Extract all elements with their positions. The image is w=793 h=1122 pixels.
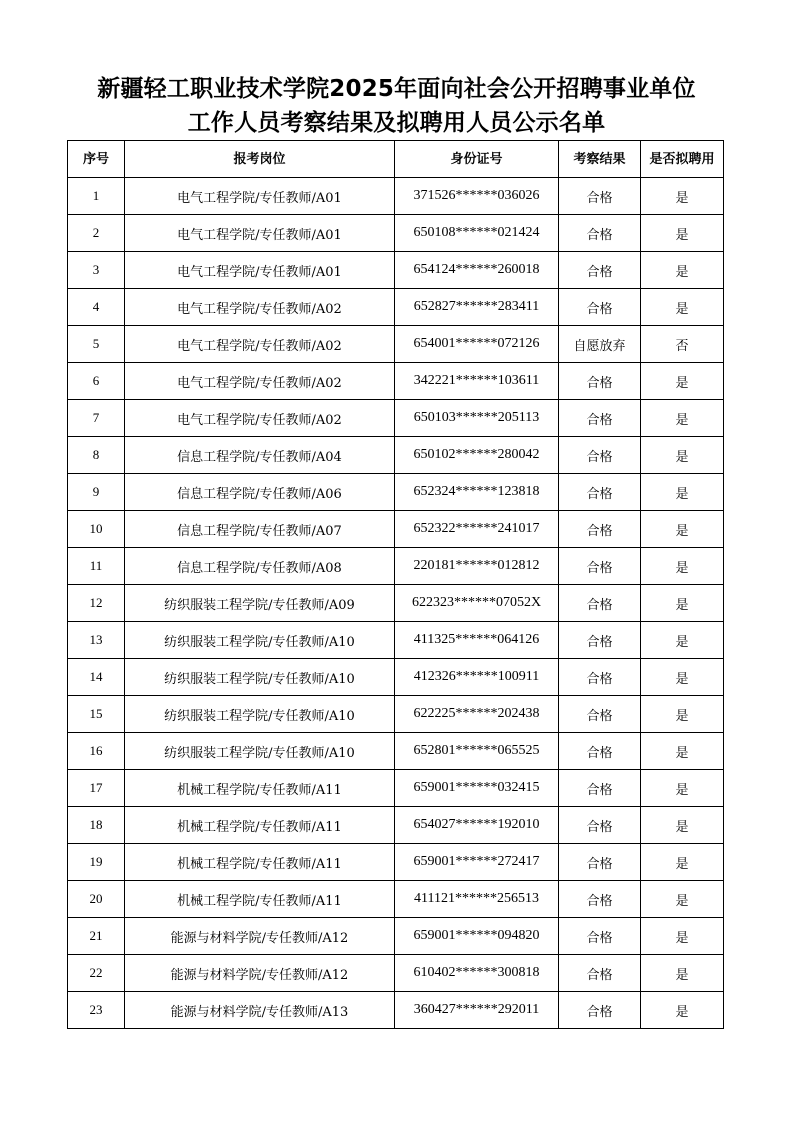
table-row [68, 400, 724, 437]
cell-result: 合格 [559, 844, 641, 881]
cell-post: 电气工程学院/专任教师/A02 [125, 326, 395, 363]
cell-hire: 是 [641, 622, 724, 659]
cell-hire: 是 [641, 363, 724, 400]
cell-result: 合格 [559, 585, 641, 622]
cell-seq: 17 [68, 770, 125, 807]
cell-post: 信息工程学院/专任教师/A04 [125, 437, 395, 474]
cell-id-number: 650108******021424 [395, 215, 559, 252]
cell-post: 纺织服装工程学院/专任教师/A09 [125, 585, 395, 622]
cell-seq: 14 [68, 659, 125, 696]
cell-post: 机械工程学院/专任教师/A11 [125, 844, 395, 881]
cell-hire: 是 [641, 659, 724, 696]
cell-result: 合格 [559, 992, 641, 1029]
cell-hire: 是 [641, 696, 724, 733]
cell-id-number: 652324******123818 [395, 474, 559, 511]
cell-result: 合格 [559, 178, 641, 215]
cell-post: 信息工程学院/专任教师/A06 [125, 474, 395, 511]
cell-hire: 是 [641, 511, 724, 548]
table-row [68, 289, 724, 326]
cell-id-number: 650103******205113 [395, 400, 559, 437]
cell-post: 纺织服装工程学院/专任教师/A10 [125, 696, 395, 733]
table-header [68, 141, 724, 178]
cell-id-number: 659001******094820 [395, 918, 559, 955]
cell-hire: 是 [641, 585, 724, 622]
table-row [68, 955, 724, 992]
cell-seq: 4 [68, 289, 125, 326]
table-row [68, 992, 724, 1029]
cell-post: 纺织服装工程学院/专任教师/A10 [125, 733, 395, 770]
cell-hire: 是 [641, 178, 724, 215]
page-title-line-2: 工作人员考察结果及拟聘用人员公示名单 [187, 110, 606, 136]
cell-seq: 9 [68, 474, 125, 511]
table-row [68, 437, 724, 474]
cell-id-number: 360427******292011 [395, 992, 559, 1029]
cell-hire: 是 [641, 400, 724, 437]
cell-seq: 8 [68, 437, 125, 474]
table-row [68, 733, 724, 770]
cell-post: 信息工程学院/专任教师/A08 [125, 548, 395, 585]
cell-seq: 18 [68, 807, 125, 844]
cell-hire: 是 [641, 474, 724, 511]
table-body [68, 178, 724, 1029]
cell-post: 能源与材料学院/专任教师/A12 [125, 918, 395, 955]
cell-id-number: 650102******280042 [395, 437, 559, 474]
cell-seq: 20 [68, 881, 125, 918]
cell-seq: 7 [68, 400, 125, 437]
cell-hire: 是 [641, 955, 724, 992]
cell-result: 合格 [559, 622, 641, 659]
candidate-table [67, 140, 724, 1029]
cell-id-number: 622323******07052X [395, 585, 559, 622]
cell-seq: 2 [68, 215, 125, 252]
cell-id-number: 412326******100911 [395, 659, 559, 696]
table-row [68, 363, 724, 400]
cell-id-number: 411121******256513 [395, 881, 559, 918]
cell-seq: 13 [68, 622, 125, 659]
cell-result: 自愿放弃 [559, 326, 641, 363]
table-row [68, 659, 724, 696]
cell-result: 合格 [559, 363, 641, 400]
cell-post: 电气工程学院/专任教师/A02 [125, 363, 395, 400]
cell-seq: 23 [68, 992, 125, 1029]
cell-seq: 19 [68, 844, 125, 881]
cell-post: 电气工程学院/专任教师/A01 [125, 252, 395, 289]
cell-hire: 是 [641, 733, 724, 770]
cell-seq: 15 [68, 696, 125, 733]
cell-result: 合格 [559, 474, 641, 511]
cell-id-number: 371526******036026 [395, 178, 559, 215]
cell-id-number: 654124******260018 [395, 252, 559, 289]
header-result: 考察结果 [559, 141, 641, 178]
cell-result: 合格 [559, 400, 641, 437]
cell-post: 纺织服装工程学院/专任教师/A10 [125, 659, 395, 696]
cell-hire: 否 [641, 326, 724, 363]
cell-post: 机械工程学院/专任教师/A11 [125, 881, 395, 918]
table-row [68, 178, 724, 215]
cell-result: 合格 [559, 511, 641, 548]
cell-result: 合格 [559, 252, 641, 289]
table-row [68, 511, 724, 548]
cell-hire: 是 [641, 770, 724, 807]
cell-result: 合格 [559, 918, 641, 955]
cell-id-number: 659001******032415 [395, 770, 559, 807]
cell-hire: 是 [641, 807, 724, 844]
cell-seq: 21 [68, 918, 125, 955]
cell-result: 合格 [559, 548, 641, 585]
cell-id-number: 652322******241017 [395, 511, 559, 548]
cell-result: 合格 [559, 955, 641, 992]
cell-seq: 11 [68, 548, 125, 585]
header-id: 身份证号 [395, 141, 559, 178]
cell-id-number: 652827******283411 [395, 289, 559, 326]
cell-id-number: 622225******202438 [395, 696, 559, 733]
header-seq: 序号 [68, 141, 125, 178]
cell-seq: 3 [68, 252, 125, 289]
cell-seq: 16 [68, 733, 125, 770]
cell-post: 信息工程学院/专任教师/A07 [125, 511, 395, 548]
cell-post: 电气工程学院/专任教师/A02 [125, 289, 395, 326]
table-row [68, 548, 724, 585]
cell-result: 合格 [559, 733, 641, 770]
page-title-line-1: 新疆轻工职业技术学院2025年面向社会公开招聘事业单位 [97, 76, 696, 102]
table-row [68, 326, 724, 363]
cell-id-number: 654001******072126 [395, 326, 559, 363]
cell-post: 能源与材料学院/专任教师/A13 [125, 992, 395, 1029]
cell-seq: 10 [68, 511, 125, 548]
cell-result: 合格 [559, 696, 641, 733]
cell-result: 合格 [559, 770, 641, 807]
cell-seq: 12 [68, 585, 125, 622]
cell-post: 电气工程学院/专任教师/A01 [125, 178, 395, 215]
cell-hire: 是 [641, 918, 724, 955]
cell-hire: 是 [641, 289, 724, 326]
cell-seq: 1 [68, 178, 125, 215]
table-row [68, 770, 724, 807]
table-row [68, 844, 724, 881]
cell-result: 合格 [559, 289, 641, 326]
cell-hire: 是 [641, 437, 724, 474]
cell-hire: 是 [641, 548, 724, 585]
cell-result: 合格 [559, 215, 641, 252]
cell-id-number: 411325******064126 [395, 622, 559, 659]
table-row [68, 215, 724, 252]
cell-id-number: 342221******103611 [395, 363, 559, 400]
cell-post: 纺织服装工程学院/专任教师/A10 [125, 622, 395, 659]
cell-id-number: 652801******065525 [395, 733, 559, 770]
table-row [68, 252, 724, 289]
header-hire: 是否拟聘用 [641, 141, 724, 178]
cell-post: 机械工程学院/专任教师/A11 [125, 770, 395, 807]
table-row [68, 622, 724, 659]
cell-hire: 是 [641, 881, 724, 918]
cell-post: 机械工程学院/专任教师/A11 [125, 807, 395, 844]
cell-id-number: 220181******012812 [395, 548, 559, 585]
cell-hire: 是 [641, 215, 724, 252]
cell-id-number: 610402******300818 [395, 955, 559, 992]
cell-result: 合格 [559, 437, 641, 474]
cell-seq: 6 [68, 363, 125, 400]
table-row [68, 807, 724, 844]
cell-id-number: 654027******192010 [395, 807, 559, 844]
header-row [68, 141, 724, 178]
table-row [68, 585, 724, 622]
cell-post: 能源与材料学院/专任教师/A12 [125, 955, 395, 992]
table-row [68, 696, 724, 733]
page-title [0, 72, 793, 140]
cell-result: 合格 [559, 807, 641, 844]
cell-result: 合格 [559, 659, 641, 696]
cell-hire: 是 [641, 844, 724, 881]
table-row [68, 918, 724, 955]
cell-hire: 是 [641, 252, 724, 289]
cell-seq: 5 [68, 326, 125, 363]
table-row [68, 881, 724, 918]
table-row [68, 474, 724, 511]
cell-post: 电气工程学院/专任教师/A02 [125, 400, 395, 437]
cell-result: 合格 [559, 881, 641, 918]
cell-post: 电气工程学院/专任教师/A01 [125, 215, 395, 252]
cell-seq: 22 [68, 955, 125, 992]
cell-hire: 是 [641, 992, 724, 1029]
header-post: 报考岗位 [125, 141, 395, 178]
cell-id-number: 659001******272417 [395, 844, 559, 881]
